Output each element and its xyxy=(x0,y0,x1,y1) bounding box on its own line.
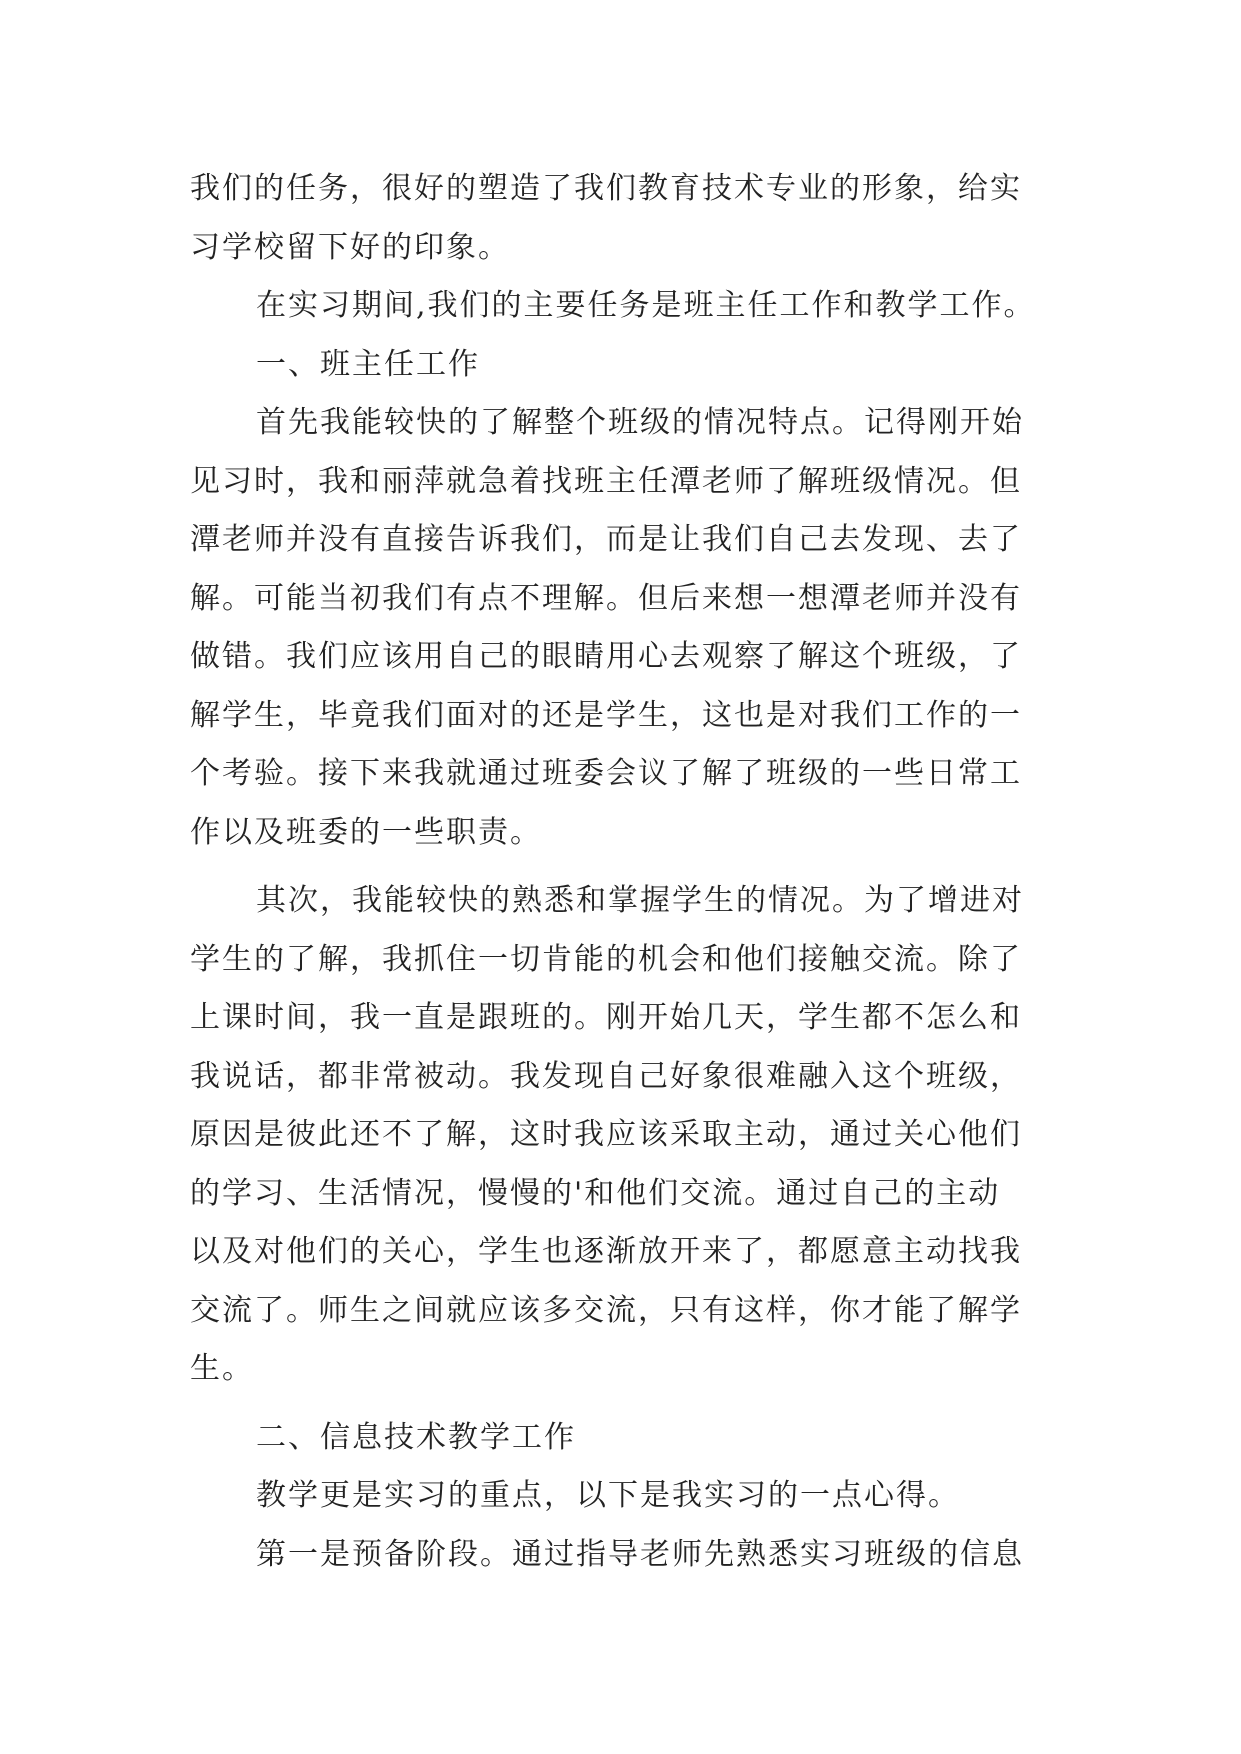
text-line: 学生的了解，我抓住一切肯能的机会和他们接触交流。除了 xyxy=(190,941,1022,977)
text-line: 作以及班委的一些职责。 xyxy=(190,814,542,850)
text-line: 交流了。师生之间就应该多交流，只有这样，你才能了解学 xyxy=(190,1292,1022,1328)
text-line: 习学校留下好的印象。 xyxy=(190,229,510,265)
text-line: 见习时，我和丽萍就急着找班主任潭老师了解班级情况。但 xyxy=(190,463,1022,499)
text-line: 上课时间，我一直是跟班的。刚开始几天，学生都不怎么和 xyxy=(190,1000,1022,1035)
text-line: 我说话，都非常被动。我发现自己好象很难融入这个班级， xyxy=(190,1058,1022,1094)
text-line: 其次，我能较快的熟悉和掌握学生的情况。为了增进对 xyxy=(256,883,1024,918)
text-line: 第一是预备阶段。通过指导老师先熟悉实习班级的信息 xyxy=(256,1536,1024,1572)
text-line: 生。 xyxy=(190,1351,254,1386)
text-line: 首先我能较快的了解整个班级的情况特点。记得刚开始 xyxy=(256,405,1024,440)
text-line: 教学更是实习的重点，以下是我实习的一点心得。 xyxy=(256,1478,960,1513)
text-line: 原因是彼此还不了解，这时我应该采取主动，通过关心他们 xyxy=(190,1117,1022,1152)
section-heading: 一、班主任工作 xyxy=(256,346,480,382)
section-heading: 二、信息技术教学工作 xyxy=(256,1419,576,1455)
document-body xyxy=(190,160,1060,1584)
text-line: 潭老师并没有直接告诉我们，而是让我们自己去发现、去了 xyxy=(190,522,1022,557)
text-line: 以及对他们的关心，学生也逐渐放开来了，都愿意主动找我 xyxy=(190,1234,1022,1269)
text-line: 我们的任务，很好的塑造了我们教育技术专业的形象，给实 xyxy=(190,171,1022,206)
text-line: 解。可能当初我们有点不理解。但后来想一想潭老师并没有 xyxy=(190,580,1022,616)
text-line: 在实习期间,我们的主要任务是班主任工作和教学工作。 xyxy=(256,288,1036,323)
text-line: 解学生，毕竟我们面对的还是学生，这也是对我们工作的一 xyxy=(190,697,1022,733)
text-line: 个考验。接下来我就通过班委会议了解了班级的一些日常工 xyxy=(190,756,1022,791)
text-line: 的学习、生活情况，慢慢的'和他们交流。通过自己的主动 xyxy=(190,1175,1001,1211)
text-line: 做错。我们应该用自己的眼睛用心去观察了解这个班级，了 xyxy=(190,639,1022,674)
